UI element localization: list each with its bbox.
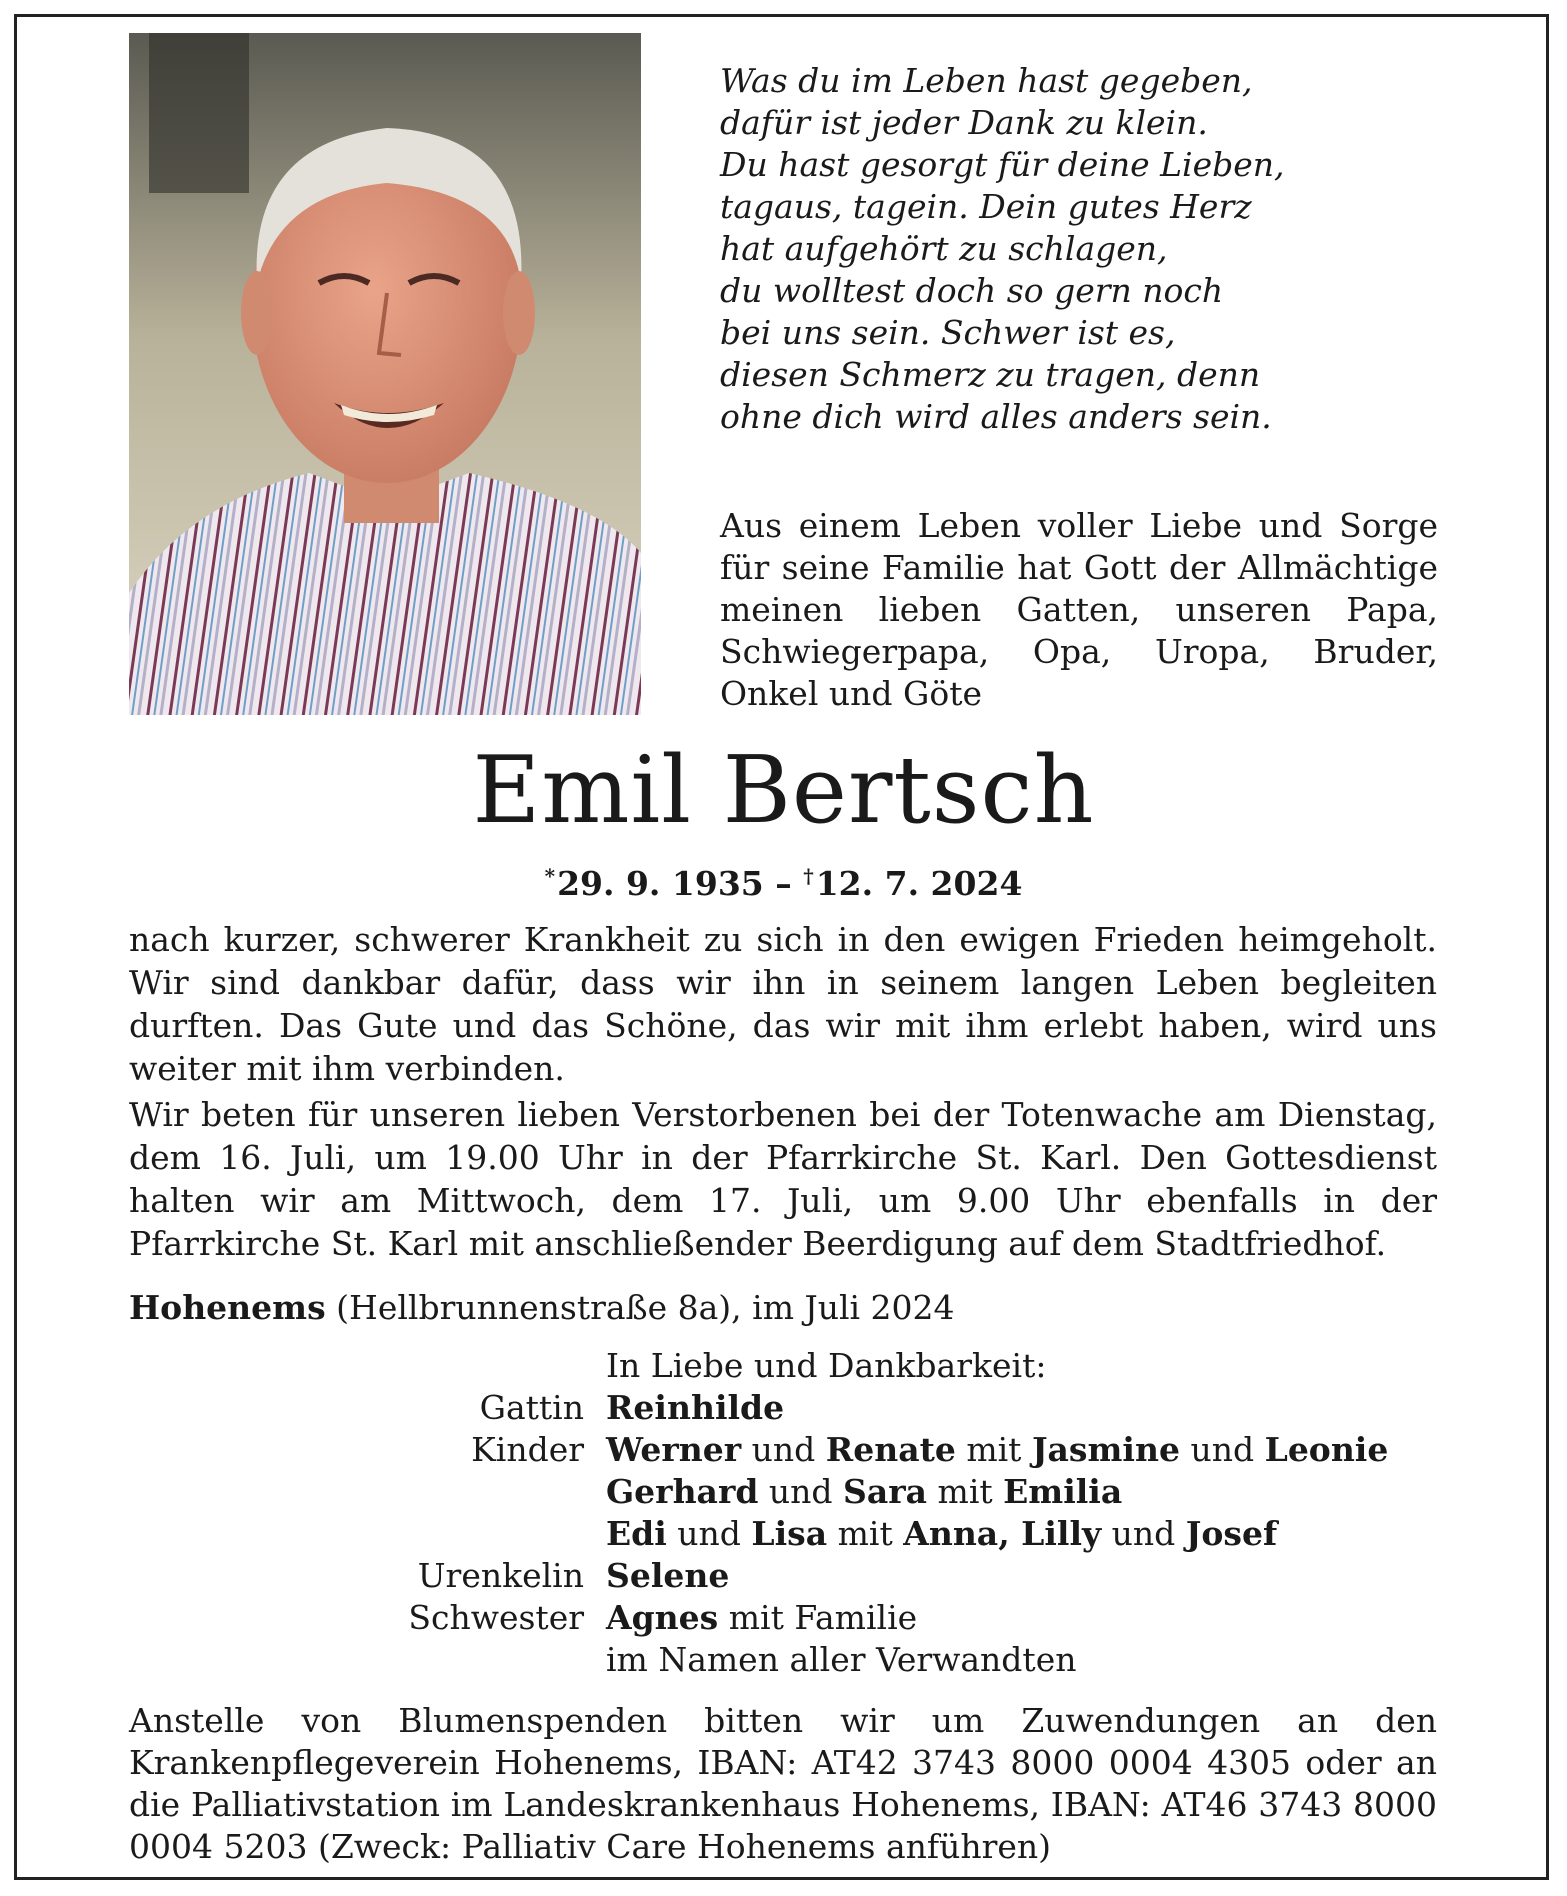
body-paragraph-2: Wir beten für unseren lieben Verstorbenen bei der Totenwache am Dienstag, dem 16. Juli, um 19.00 Uhr in der Pfarrkirche St. Karl. Den Gottesdienst halten wir am Mittwoch, dem 17. Juli, um 9.00 Uhr ebenfalls in der Pfarrkirche St. Karl mit anschließender Beerdigung auf dem Stadtfriedhof. [129, 1095, 1437, 1263]
family-name: Anna, Lilly [903, 1514, 1102, 1553]
poem-line: du wolltest doch so gern noch [720, 271, 1224, 310]
family-name: Lisa [751, 1514, 828, 1553]
connector: mit Familie [728, 1598, 918, 1637]
family-closing: im Namen aller Verwandten [606, 1640, 1077, 1679]
family-name: Gerhard [606, 1472, 759, 1511]
family-name: Jasmine [1031, 1430, 1180, 1469]
poem-line: dafür ist jeder Dank zu klein. [720, 103, 1208, 142]
family-row-urenkelin [0, 1555, 1567, 1597]
family-heading: In Liebe und Dankbarkeit: [606, 1346, 1047, 1385]
relation-label: Urenkelin [417, 1556, 584, 1595]
poem-line: Du hast gesorgt für deine Lieben, [720, 145, 1285, 184]
poem-line: diesen Schmerz zu tragen, denn [720, 355, 1261, 394]
connector: mit [966, 1430, 1022, 1469]
portrait-photo [129, 33, 641, 715]
family-row-kinder-2 [0, 1471, 1567, 1513]
address-date: (Hellbrunnenstraße 8a), im Juli 2024 [336, 1288, 955, 1327]
intro-text: Aus einem Leben voller Liebe und Sorge für seine Familie hat Gott der Allmächtige meinen lieben Gatten, unseren Papa, Schwiegerpapa, Opa, Uropa, Bruder, Onkel und Göte [720, 506, 1438, 713]
poem-line: bei uns sein. Schwer ist es, [720, 313, 1176, 352]
life-dates [0, 855, 1567, 905]
family-name: Emilia [1003, 1472, 1123, 1511]
relation-label: Kinder [471, 1430, 584, 1469]
family-name: Leonie [1264, 1430, 1389, 1469]
family-row-gattin [0, 1387, 1567, 1429]
poem-line: ohne dich wird alles anders sein. [720, 397, 1272, 436]
relation-label: Gattin [479, 1388, 584, 1427]
family-row-kinder-3 [0, 1513, 1567, 1555]
portrait-image [129, 33, 641, 715]
family-list [0, 1345, 1567, 1681]
birth-symbol: * [544, 864, 556, 888]
connector: und [1111, 1514, 1176, 1553]
poem-line: Was du im Leben hast gegeben, [720, 61, 1253, 100]
connector: und [768, 1472, 833, 1511]
connector: und [1190, 1430, 1255, 1469]
donation-note: Anstelle von Blumenspenden bitten wir um Zuwendungen an den Krankenpflegeverein Hohenems, IBAN: AT42 3743 8000 0004 4305 oder an die Palliativstation im Landeskrankenhaus Hohenems, IBAN: AT46 3743 8000 0004 5203 (Zweck: Palliativ Care Hohenems anführen) [129, 1701, 1437, 1866]
family-name: Selene [606, 1556, 730, 1595]
family-name: Edi [606, 1514, 667, 1553]
family-name: Josef [1185, 1514, 1278, 1553]
family-row-schwester [0, 1597, 1567, 1639]
family-name: Agnes [606, 1598, 719, 1637]
family-name: Reinhilde [606, 1388, 785, 1427]
death-symbol: † [803, 864, 814, 888]
poem-line: hat aufgehört zu schlagen, [720, 229, 1168, 268]
poem-line: tagaus, tagein. Dein gutes Herz [720, 187, 1252, 226]
body-paragraph-1: nach kurzer, schwerer Krankheit zu sich in den ewigen Frieden heimgeholt. Wir sind dankbar dafür, dass wir ihn in seinem langen Leben begleiten durften. Das Gute und das Schöne, das wir mit ihm erlebt haben, wird uns weiter mit ihm verbinden. [129, 920, 1437, 1088]
place-date-line [129, 1286, 955, 1329]
family-name: Renate [825, 1430, 956, 1469]
connector: und [677, 1514, 741, 1553]
birth-date: 29. 9. 1935 [557, 864, 764, 903]
family-name: Werner [606, 1430, 742, 1469]
connector: mit [837, 1514, 893, 1553]
family-name: Sara [843, 1472, 928, 1511]
date-separator: – [775, 864, 792, 903]
death-date: 12. 7. 2024 [815, 864, 1023, 903]
town-name: Hohenems [129, 1288, 326, 1327]
family-row-kinder [0, 1429, 1567, 1471]
relation-label: Schwester [408, 1598, 584, 1637]
connector: mit [937, 1472, 993, 1511]
connector: und [751, 1430, 816, 1469]
memorial-poem [720, 60, 1440, 438]
deceased-name: Emil Bertsch [472, 736, 1095, 844]
